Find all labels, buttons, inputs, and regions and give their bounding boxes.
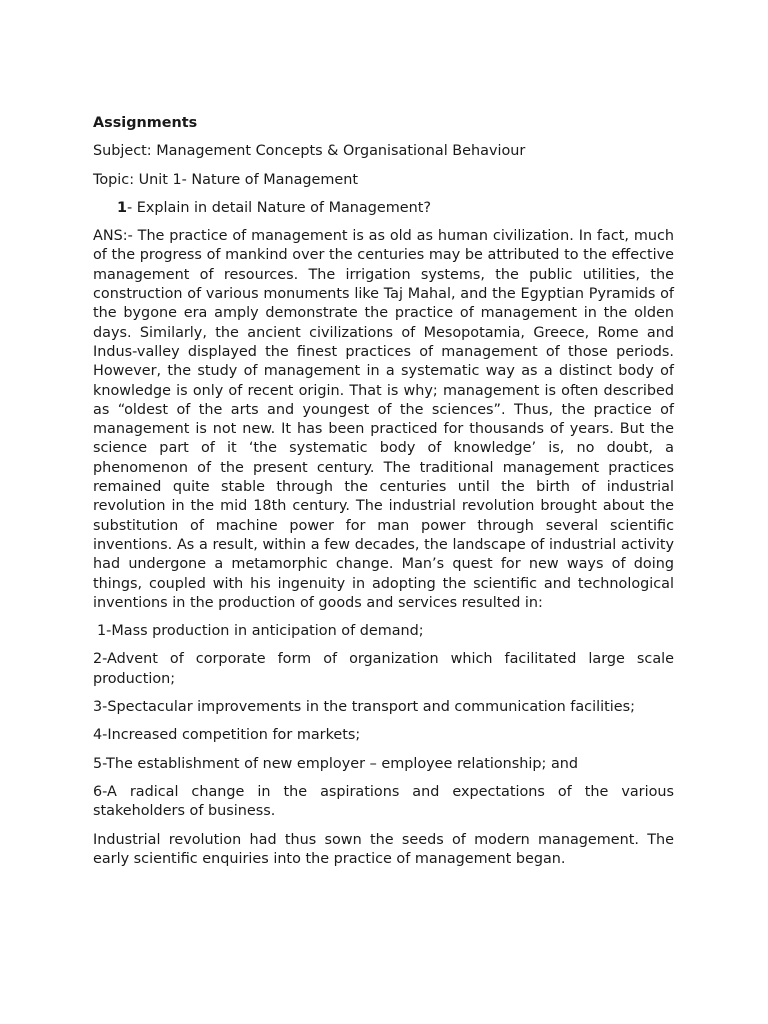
subject-line: Subject: Management Concepts & Organisational Behaviour bbox=[93, 143, 526, 160]
list-item: 4-Increased competition for markets; bbox=[93, 727, 361, 744]
answer-paragraph: ANS:- The practice of management is as old as human civilization. In fact, much of the progress of mankind over the centuries may be attributed to the effective management of resources. The irrigation systems, the public utilities, the construction of various monuments like Taj Mahal, and the Egyptian Pyramids of the bygone era amply demonstrate the practice of management in the olden days. Similarly, the ancient civilizations of Mesopotamia, Greece, Rome and Indus-valley displayed the finest practices of management of those periods. However, the study of management in a systematic way as a distinct body of knowledge is only of recent origin. That is why; management is often described as “oldest of the arts and youngest of the sciences”. Thus, the practice of management is not new. It has been practiced for thousands of years. But the science part of it ‘the systematic body of knowledge’ is, no doubt, a phenomenon of the present century. The traditional management practices remained quite stable through the centuries until the birth of industrial revolution in the mid 18th century. The industrial revolution brought about the substitution of machine power for man power through several scientific inventions. As a result, within a few decades, the landscape of industrial activity had undergone a metamorphic change. Man’s quest for new ways of doing things, coupled with his ingenuity in adopting the scientific and technological inventions in the production of goods and services resulted in: bbox=[93, 228, 674, 611]
question-line bbox=[93, 199, 674, 218]
question-text: - Explain in detail Nature of Management? bbox=[127, 199, 432, 216]
list-item: 3-Spectacular improvements in the transport and communication facilities; bbox=[93, 699, 635, 716]
document-page bbox=[93, 114, 674, 869]
list-item: 5-The establishment of new employer – employee relationship; and bbox=[93, 755, 579, 772]
list-item: 6-A radical change in the aspirations and expectations of the various stakeholders of business. bbox=[93, 783, 674, 820]
topic-line: Topic: Unit 1- Nature of Management bbox=[93, 171, 359, 188]
list-item: 1-Mass production in anticipation of demand; bbox=[97, 623, 424, 640]
document-heading: Assignments bbox=[93, 115, 198, 131]
list-item: 2-Advent of corporate form of organization which facilitated large scale production; bbox=[93, 651, 674, 687]
closing-paragraph: Industrial revolution had thus sown the seeds of modern management. The early scientific enquiries into the practice of management began. bbox=[93, 831, 674, 867]
question-number: 1 bbox=[117, 199, 128, 216]
